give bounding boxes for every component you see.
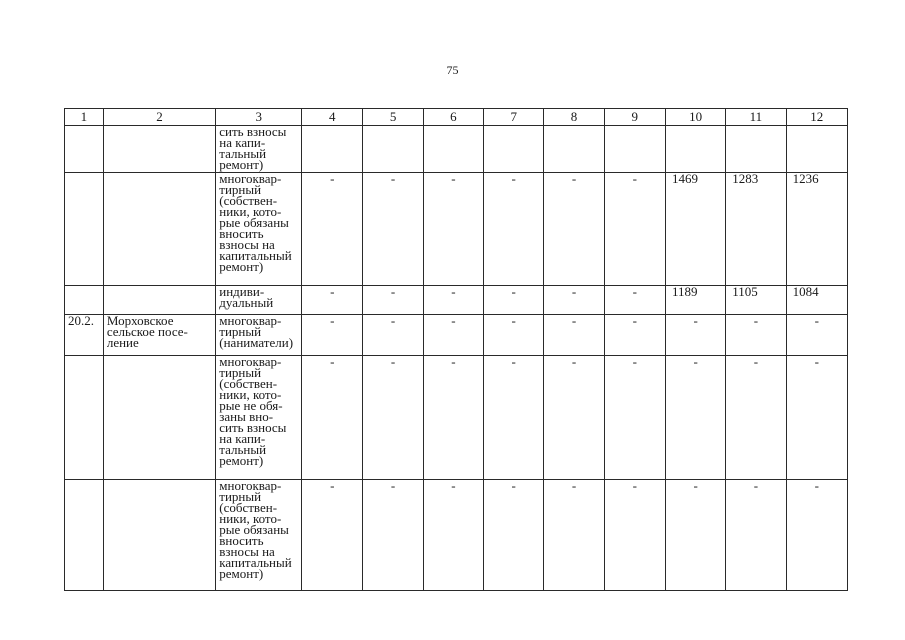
value-cell: - [544,315,604,356]
row-number-cell [65,126,104,173]
header-cell: 10 [665,109,725,126]
table-row [65,126,848,173]
header-cell: 9 [604,109,665,126]
value-cell: - [604,356,665,480]
table-header-row [65,109,848,126]
value-cell: - [363,480,423,591]
value-cell: - [726,480,786,591]
table-body [65,109,848,591]
value-cell: - [786,356,847,480]
value-cell [726,126,786,173]
value-cell: - [363,315,423,356]
value-cell: - [544,480,604,591]
value-cell: - [665,480,725,591]
value-cell: - [484,356,544,480]
header-cell: 5 [363,109,423,126]
housing-type-cell: многоквар- тирный (собствен- ники, кото- рые не обя- заны вно- сить взносы на капи- тальный ремонт) [216,356,302,480]
row-number-cell [65,286,104,315]
row-number-cell: 20.2. [65,315,104,356]
value-cell: 1469 [665,173,725,286]
value-cell: - [726,356,786,480]
value-cell: - [544,173,604,286]
table-row [65,173,848,286]
value-cell: 1189 [665,286,725,315]
housing-type-cell: многоквар- тирный (собствен- ники, кото- рые обязаны вносить взносы на капитальный ремонт) [216,480,302,591]
value-cell: - [544,286,604,315]
settlement-cell [103,356,215,480]
header-cell: 7 [484,109,544,126]
value-cell: - [363,173,423,286]
row-number-cell [65,173,104,286]
value-cell: - [604,480,665,591]
value-cell: 1084 [786,286,847,315]
header-cell: 11 [726,109,786,126]
housing-type-cell: сить взносы на капи- тальный ремонт) [216,126,302,173]
value-cell: - [423,173,483,286]
housing-type-cell: многоквар- тирный (собствен- ники, кото- рые обязаны вносить взносы на капитальный ремонт) [216,173,302,286]
table-row [65,480,848,591]
header-cell: 8 [544,109,604,126]
value-cell: - [726,315,786,356]
header-cell: 4 [302,109,363,126]
housing-type-cell: индиви- дуальный [216,286,302,315]
header-cell: 12 [786,109,847,126]
table-row [65,286,848,315]
value-cell: - [604,286,665,315]
header-cell: 3 [216,109,302,126]
value-cell: - [363,356,423,480]
value-cell: - [484,286,544,315]
value-cell [665,126,725,173]
value-cell [363,126,423,173]
value-cell [544,126,604,173]
value-cell: - [604,315,665,356]
value-cell: - [604,173,665,286]
value-cell: 1236 [786,173,847,286]
settlement-cell [103,286,215,315]
value-cell: - [786,480,847,591]
header-cell: 6 [423,109,483,126]
housing-type-cell: многоквар- тирный (наниматели) [216,315,302,356]
table-row [65,356,848,480]
value-cell: - [484,315,544,356]
header-cell: 1 [65,109,104,126]
value-cell [302,126,363,173]
row-number-cell [65,356,104,480]
value-cell: 1283 [726,173,786,286]
value-cell: - [665,356,725,480]
settlement-cell [103,480,215,591]
value-cell [484,126,544,173]
value-cell: - [363,286,423,315]
value-cell: - [665,315,725,356]
settlement-cell [103,126,215,173]
header-cell: 2 [103,109,215,126]
value-cell: - [423,480,483,591]
value-cell: - [302,315,363,356]
tariff-table [64,108,848,591]
value-cell: - [484,480,544,591]
value-cell [604,126,665,173]
value-cell: - [423,356,483,480]
value-cell: - [786,315,847,356]
table-row [65,315,848,356]
value-cell: - [484,173,544,286]
settlement-cell [103,173,215,286]
settlement-cell: Морховское сельское посе- ление [103,315,215,356]
value-cell: - [423,315,483,356]
value-cell [786,126,847,173]
value-cell: - [423,286,483,315]
value-cell [423,126,483,173]
value-cell: - [302,480,363,591]
value-cell: - [302,173,363,286]
row-number-cell [65,480,104,591]
page-number: 75 [446,63,459,77]
value-cell: 1105 [726,286,786,315]
value-cell: - [544,356,604,480]
value-cell: - [302,356,363,480]
value-cell: - [302,286,363,315]
